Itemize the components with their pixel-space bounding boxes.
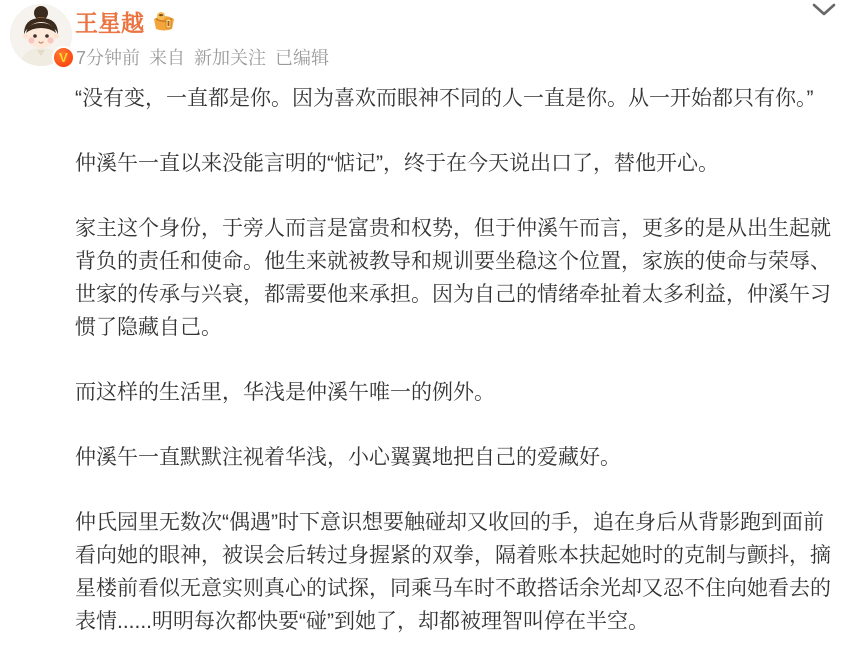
post-paragraph: “没有变，一直都是你。因为喜欢而眼神不同的人一直是你。从一开始都只有你。”: [75, 87, 814, 110]
chevron-down-icon[interactable]: [809, 2, 839, 26]
post-content: [75, 82, 835, 670]
post-paragraph: 家主这个身份，于旁人而言是富贵和权势，但于仲溪午而言，更多的是从出生起就背负的责任和使命。他生来就被教导和规训要坐稳这个位置，家族的使命与荣辱、世家的传承与兴衰，都需要他来承担。因为自己的情绪牵扯着太多利益，仲溪午习惯了隐藏自己。: [75, 217, 831, 339]
edited-label: 已编辑: [275, 48, 330, 68]
post-paragraph: 仲氏园里无数次“偶遇”时下意识想要触碰却又收回的手，追在身后从背影跑到面前看向她的眼神，被误会后转过身握紧的双拳，隔着账本扶起她时的克制与颤抖，摘星楼前看似无意实则真心的试探，同乘马车时不敢搭话余光却又忍不住向她看去的表情......明明每次都快要“碰”到她了，却都被理智叫停在半空。: [75, 511, 831, 633]
author-name[interactable]: 王星越: [75, 9, 144, 36]
post-time[interactable]: 7分钟前: [76, 48, 141, 68]
avatar[interactable]: [10, 4, 72, 66]
author-row: [75, 6, 176, 36]
verified-badge-icon: V: [52, 46, 75, 69]
source-link[interactable]: 新加关注: [194, 48, 267, 68]
post-paragraph: 而这样的生活里，华浅是仲溪午唯一的例外。: [75, 381, 495, 404]
from-label: 来自: [149, 48, 186, 68]
post-paragraph: 仲溪午一直以来没能言明的“惦记”，终于在今天说出口了，替他开心。: [75, 152, 719, 175]
member-badge-icon: [152, 10, 176, 32]
post-meta: [76, 44, 329, 70]
post-paragraph: 仲溪午一直默默注视着华浅，小心翼翼地把自己的爱藏好。: [75, 446, 621, 469]
